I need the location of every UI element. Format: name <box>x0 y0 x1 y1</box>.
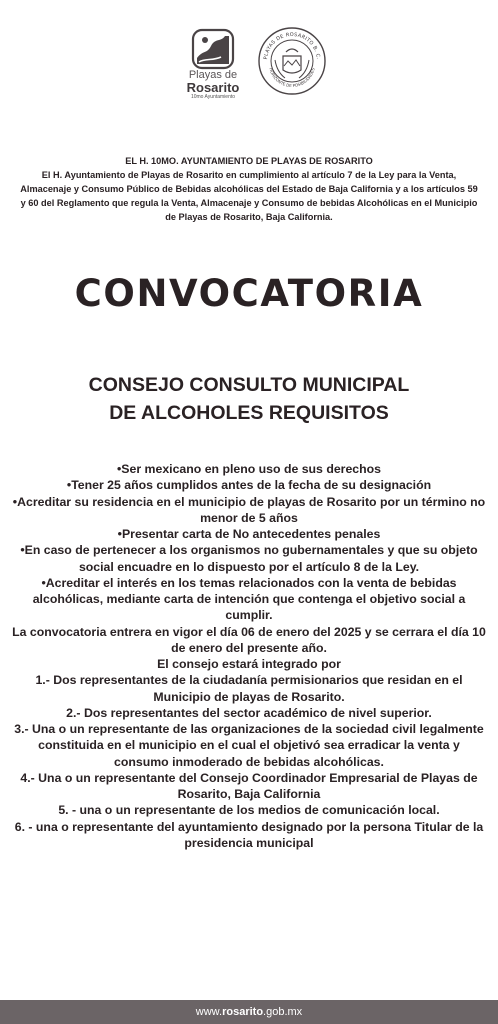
validity-notice: La convocatoria entrera en vigor el día 06 de enero del 2025 y se cerrara el día 10 de enero del presente año. <box>12 624 486 655</box>
subtitle-line2: DE ALCOHOLES REQUISITOS <box>109 402 389 424</box>
header-line1: EL H. 10MO. AYUNTAMIENTO DE PLAYAS DE ROSARITO <box>125 156 373 166</box>
member-item: 4.- Una o un representante del Consejo Coordinador Empresarial de Playas de Rosarito, Baja California <box>20 770 478 801</box>
member-item: 2.- Dos representantes del sector académico de nivel superior. <box>66 705 432 720</box>
member-item: 1.- Dos representantes de la ciudadanía permisionarios que residan en el Municipio de playas de Rosarito. <box>35 673 463 704</box>
municipal-seal <box>257 26 327 101</box>
url-suffix: .gob.mx <box>263 1006 303 1018</box>
logo-text-line2: Rosarito <box>186 80 240 95</box>
member-item: 3.- Una o un representante de las organizaciones de la sociedad civil legalmente constituida en el municipio en el cual el objetivó sea erradicar la venta y consumo inmoderado de bebidas alcohólicas. <box>14 722 484 769</box>
website-link[interactable] <box>196 1006 302 1018</box>
url-domain: rosarito <box>222 1006 264 1018</box>
header-paragraph: El H. Ayuntamiento de Playas de Rosarito en cumplimiento al artículo 7 de la Ley para la Venta, Almacenaje y Consumo Público de Bebidas alcohólicas del Estado de Baja California y a los artículos 59 y 60 del Reglamento que regula la Venta, Almacenaje y Consumo de bebidas Alcohólicas en el Municipio de Playas de Rosarito, Baja California. <box>20 170 478 222</box>
svg-text:HORIZONTE DE POSIBILIDADES <box>268 67 315 88</box>
subtitle <box>0 371 498 427</box>
municipal-seal-icon <box>257 26 327 96</box>
convocatoria-body <box>10 461 488 851</box>
logo-text-line3: 10mo Ayuntamiento <box>190 94 236 100</box>
requirement-item: •En caso de pertenecer a los organismos no gubernamentales y que su objeto social encuadre en lo dispuesto por el artículo 8 de la Ley. <box>20 543 478 574</box>
member-item: 6. - una o representante del ayuntamiento designado por la persona Titular de la presidencia municipal <box>14 819 484 850</box>
requirement-item: •Tener 25 años cumplidos antes de la fecha de su designación <box>66 478 432 493</box>
logos-header <box>0 26 498 110</box>
seal-top-text: PLAYAS DE ROSARITO B. C. <box>263 31 321 60</box>
subtitle-line1: CONSEJO CONSULTO MUNICIPAL <box>88 374 410 396</box>
requirement-item: •Acreditar el interés en los temas relacionados con la venta de bebidas alcohólicas, mediante carta de intención que contenga el objetivo social a cumplir. <box>32 575 466 623</box>
council-intro: El consejo estará integrado por <box>157 657 341 671</box>
page-title: CONVOCATORIA <box>74 272 424 315</box>
logo-text-line1: Playas de <box>188 69 238 81</box>
member-item: 5. - una o un representante de los medios de comunicación local. <box>58 803 440 818</box>
seal-bottom-text: HORIZONTE DE POSIBILIDADES <box>268 67 316 89</box>
requirement-item: •Acreditar su residencia en el municipio de playas de Rosarito por un término no menor de 5 años <box>12 494 486 525</box>
footer-bar <box>0 1000 498 1024</box>
legal-header <box>20 154 478 224</box>
url-prefix: www. <box>195 1006 223 1018</box>
requirement-item: •Ser mexicano en pleno uso de sus derechos <box>117 462 381 476</box>
requirement-item: •Presentar carta de No antecedentes penales <box>117 527 381 541</box>
coastline-logo-icon <box>191 28 235 70</box>
playas-de-rosarito-logo <box>186 28 240 100</box>
